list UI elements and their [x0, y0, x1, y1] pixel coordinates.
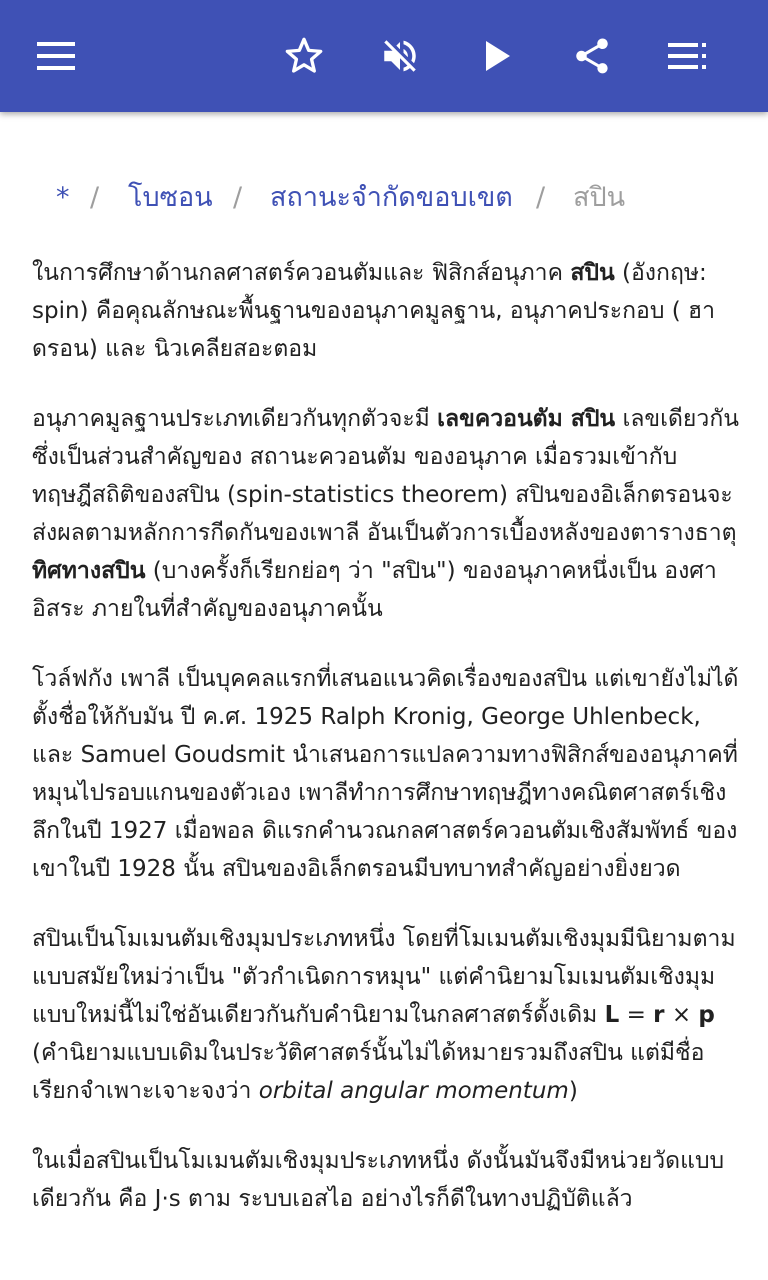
paragraph-text: (คำนิยามแบบเดิมในประวัติศาสตร์นั้นไม่ได้หมายรวมถึงสปิน แต่มีชื่อเรียกจำเพาะเจาะจงว่า: [32, 1040, 705, 1104]
paragraph-text: อนุภาคมูลฐานประเภทเดียวกันทุกตัวจะมี: [32, 406, 438, 432]
paragraph-text: เลขเดียวกัน ซึ่งเป็นส่วนสำคัญของ สถานะควอนตัม ของอนุภาค เมื่อรวมเข้ากับ ทฤษฎีสถิติของสปิน (spin-statistics theorem) สปินของอิเล็กตรอนจะส่งผลตามหลักการกีดกันของเพาลี อันเป็นตัวการเบื้องหลังของตารางธาตุ: [32, 406, 739, 546]
table-of-contents-icon[interactable]: [660, 28, 716, 84]
article-paragraph-3: โวล์ฟกัง เพาลี เป็นบุคคลแรกที่เสนอแนวคิดเรื่องของสปิน แต่เขายังไม่ได้ตั้งชื่อให้กับมัน ปี ค.ศ. 1925 Ralph Kronig, George Uhlenbeck, และ Samuel Goudsmit นำเสนอการแปลความทางฟิสิกส์ของอนุภาคที่หมุนไปรอบแกนของตัวเอง เพาลีทำการศึกษาทฤษฎีทางคณิตศาสตร์เชิงลึกในปี 1927 เมื่อพอล ดิแรกคำนวณกลศาสตร์ควอนตัมเชิงสัมพัทธ์ ของเขาในปี 1928 นั้น สปินของอิเล็กตรอนมีบทบาทสำคัญอย่างยิ่งยวด: [32, 666, 739, 882]
formula-symbol-L: L: [604, 1002, 620, 1028]
breadcrumb-item-current: สปิน: [573, 182, 626, 213]
bold-term-spin-quantum-number: เลขควอนตัม สปิน: [437, 406, 616, 432]
breadcrumb-item-bound-state[interactable]: สถานะจำกัดขอบเขต: [270, 182, 513, 213]
app-bar: [0, 0, 768, 112]
breadcrumb-separator: /: [90, 182, 100, 213]
share-icon[interactable]: [564, 28, 620, 84]
article-paragraph-5: ในเมื่อสปินเป็นโมเมนตัมเชิงมุมประเภทหนึ่ง ดังนั้นมันจึงมีหน่วยวัดแบบเดียวกัน คือ J·s ตาม ระบบเอสไอ อย่างไรก็ดีในทางปฏิบัติแล้ว: [32, 1148, 725, 1212]
breadcrumb-item-root[interactable]: *: [56, 182, 70, 213]
menu-icon[interactable]: [28, 28, 84, 84]
breadcrumb-item-boson[interactable]: โบซอน: [128, 182, 213, 213]
bold-term-spin-direction: ทิศทางสปิน: [32, 558, 146, 584]
formula-symbol-r: r: [653, 1002, 665, 1028]
italic-term-orbital-angular-momentum: orbital angular momentum: [258, 1078, 569, 1104]
paragraph-text: (อังกฤษ: spin) คือคุณลักษณะพื้นฐานของอนุภาคมูลฐาน, อนุภาคประกอบ ( ฮาดรอน) และ นิวเคลียสอะตอม: [32, 260, 716, 362]
article-body: [32, 254, 742, 1250]
paragraph-text: (บางครั้งก็เรียกย่อๆ ว่า "สปิน") ของอนุภาคหนึ่งเป็น องศาอิสระ ภายในที่สำคัญของอนุภาคนั้น: [32, 558, 717, 622]
article-paragraph-4: [32, 920, 742, 1110]
article-content: [0, 112, 768, 1280]
star-outline-icon[interactable]: [276, 28, 332, 84]
paragraph-text: =: [619, 1002, 654, 1028]
paragraph-text: ในการศึกษาด้านกลศาสตร์ควอนตัมและ ฟิสิกส์อนุภาค: [32, 260, 571, 286]
article-paragraph-1: [32, 254, 742, 368]
play-icon[interactable]: [470, 28, 526, 84]
breadcrumb-separator: /: [536, 182, 546, 213]
breadcrumb: [0, 174, 768, 222]
formula-symbol-p: p: [698, 1002, 715, 1028]
breadcrumb-separator: /: [233, 182, 243, 213]
bold-term-spin: สปิน: [570, 260, 615, 286]
paragraph-text: สปินเป็นโมเมนตัมเชิงมุมประเภทหนึ่ง โดยที่โมเมนตัมเชิงมุมมีนิยามตามแบบสมัยใหม่ว่าเป็น "ตัวกำเนิดการหมุน" แต่คำนิยามโมเมนตัมเชิงมุมแบบใหม่นี้ไม่ใช่อันเดียวกันกับคำนิยามในกลศาสตร์ดั้งเดิม: [32, 926, 736, 1028]
article-paragraph-2: [32, 400, 742, 628]
volume-off-icon[interactable]: [372, 28, 428, 84]
paragraph-text: ×: [664, 1002, 699, 1028]
paragraph-text: ): [568, 1078, 578, 1104]
